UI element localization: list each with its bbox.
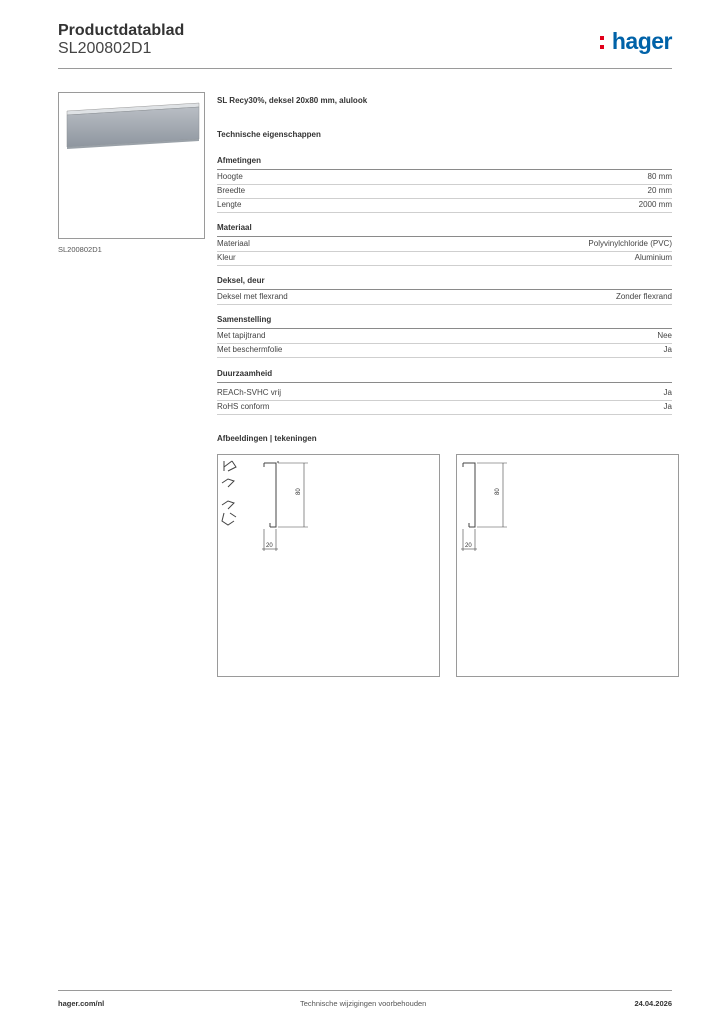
spec-row <box>217 290 672 305</box>
spec-value: Ja <box>663 345 672 354</box>
spec-label: Lengte <box>217 200 242 209</box>
spec-label: Kleur <box>217 253 236 262</box>
spec-label: Breedte <box>217 186 246 195</box>
spec-label: RoHS conform <box>217 402 270 411</box>
document-title: Productdatablad <box>58 22 185 39</box>
logo-dots-icon <box>600 36 604 50</box>
spec-label: REACh-SVHC vrij <box>217 388 282 397</box>
page-header <box>58 20 672 69</box>
spec-row <box>217 237 672 252</box>
technical-drawing-2 <box>457 455 678 676</box>
hager-logo: hager <box>611 28 672 54</box>
footer-website-link[interactable]: hager.com/nl <box>58 999 105 1008</box>
spec-label: Hoogte <box>217 172 243 181</box>
spec-row <box>217 329 672 344</box>
product-code: SL200802D1 <box>58 40 152 57</box>
width-dimension-label: 20 <box>266 543 273 549</box>
image-caption: SL200802D1 <box>58 245 102 254</box>
section-title-duurzaamheid: Duurzaamheid <box>217 369 672 383</box>
spec-value: Zonder flexrand <box>615 292 672 301</box>
cover-profile-illustration <box>59 93 204 238</box>
spec-label: Met beschermfolie <box>217 345 283 354</box>
section-title-deksel: Deksel, deur <box>217 276 672 290</box>
spec-value: Polyvinylchloride (PVC) <box>588 239 672 248</box>
width-dimension-label: 20 <box>465 543 472 549</box>
spec-value: Nee <box>657 331 672 340</box>
spec-row <box>217 184 672 199</box>
section-title-afmetingen: Afmetingen <box>217 156 672 170</box>
drawing-box-2 <box>456 454 679 677</box>
footer-date: 24.04.2026 <box>634 999 672 1008</box>
spec-row <box>217 343 672 358</box>
spec-label: Met tapijtrand <box>217 331 266 340</box>
spec-row <box>217 400 672 415</box>
product-name: SL Recy30%, deksel 20x80 mm, alulook <box>217 96 368 105</box>
spec-label: Deksel met flexrand <box>217 292 288 301</box>
technical-heading: Technische eigenschappen <box>217 130 321 139</box>
spec-row <box>217 170 672 185</box>
spec-row <box>217 198 672 213</box>
spec-row <box>217 386 672 401</box>
page-footer <box>58 990 672 1011</box>
drawings-heading: Afbeeldingen | tekeningen <box>217 434 317 443</box>
section-title-materiaal: Materiaal <box>217 223 672 237</box>
footer-disclaimer: Technische wijzigingen voorbehouden <box>300 999 427 1008</box>
spec-value: Ja <box>663 402 672 411</box>
drawing-box-1 <box>217 454 440 677</box>
spec-label: Materiaal <box>217 239 250 248</box>
technical-drawing-1 <box>218 455 439 676</box>
height-dimension-label: 80 <box>495 488 501 495</box>
spec-value: Aluminium <box>634 253 672 262</box>
spec-row <box>217 251 672 266</box>
spec-value: 80 mm <box>647 172 672 181</box>
height-dimension-label: 80 <box>296 488 302 495</box>
spec-value: 20 mm <box>647 186 672 195</box>
section-title-samenstelling: Samenstelling <box>217 315 672 329</box>
spec-value: 2000 mm <box>638 200 672 209</box>
spec-value: Ja <box>663 388 672 397</box>
product-image <box>58 92 205 239</box>
